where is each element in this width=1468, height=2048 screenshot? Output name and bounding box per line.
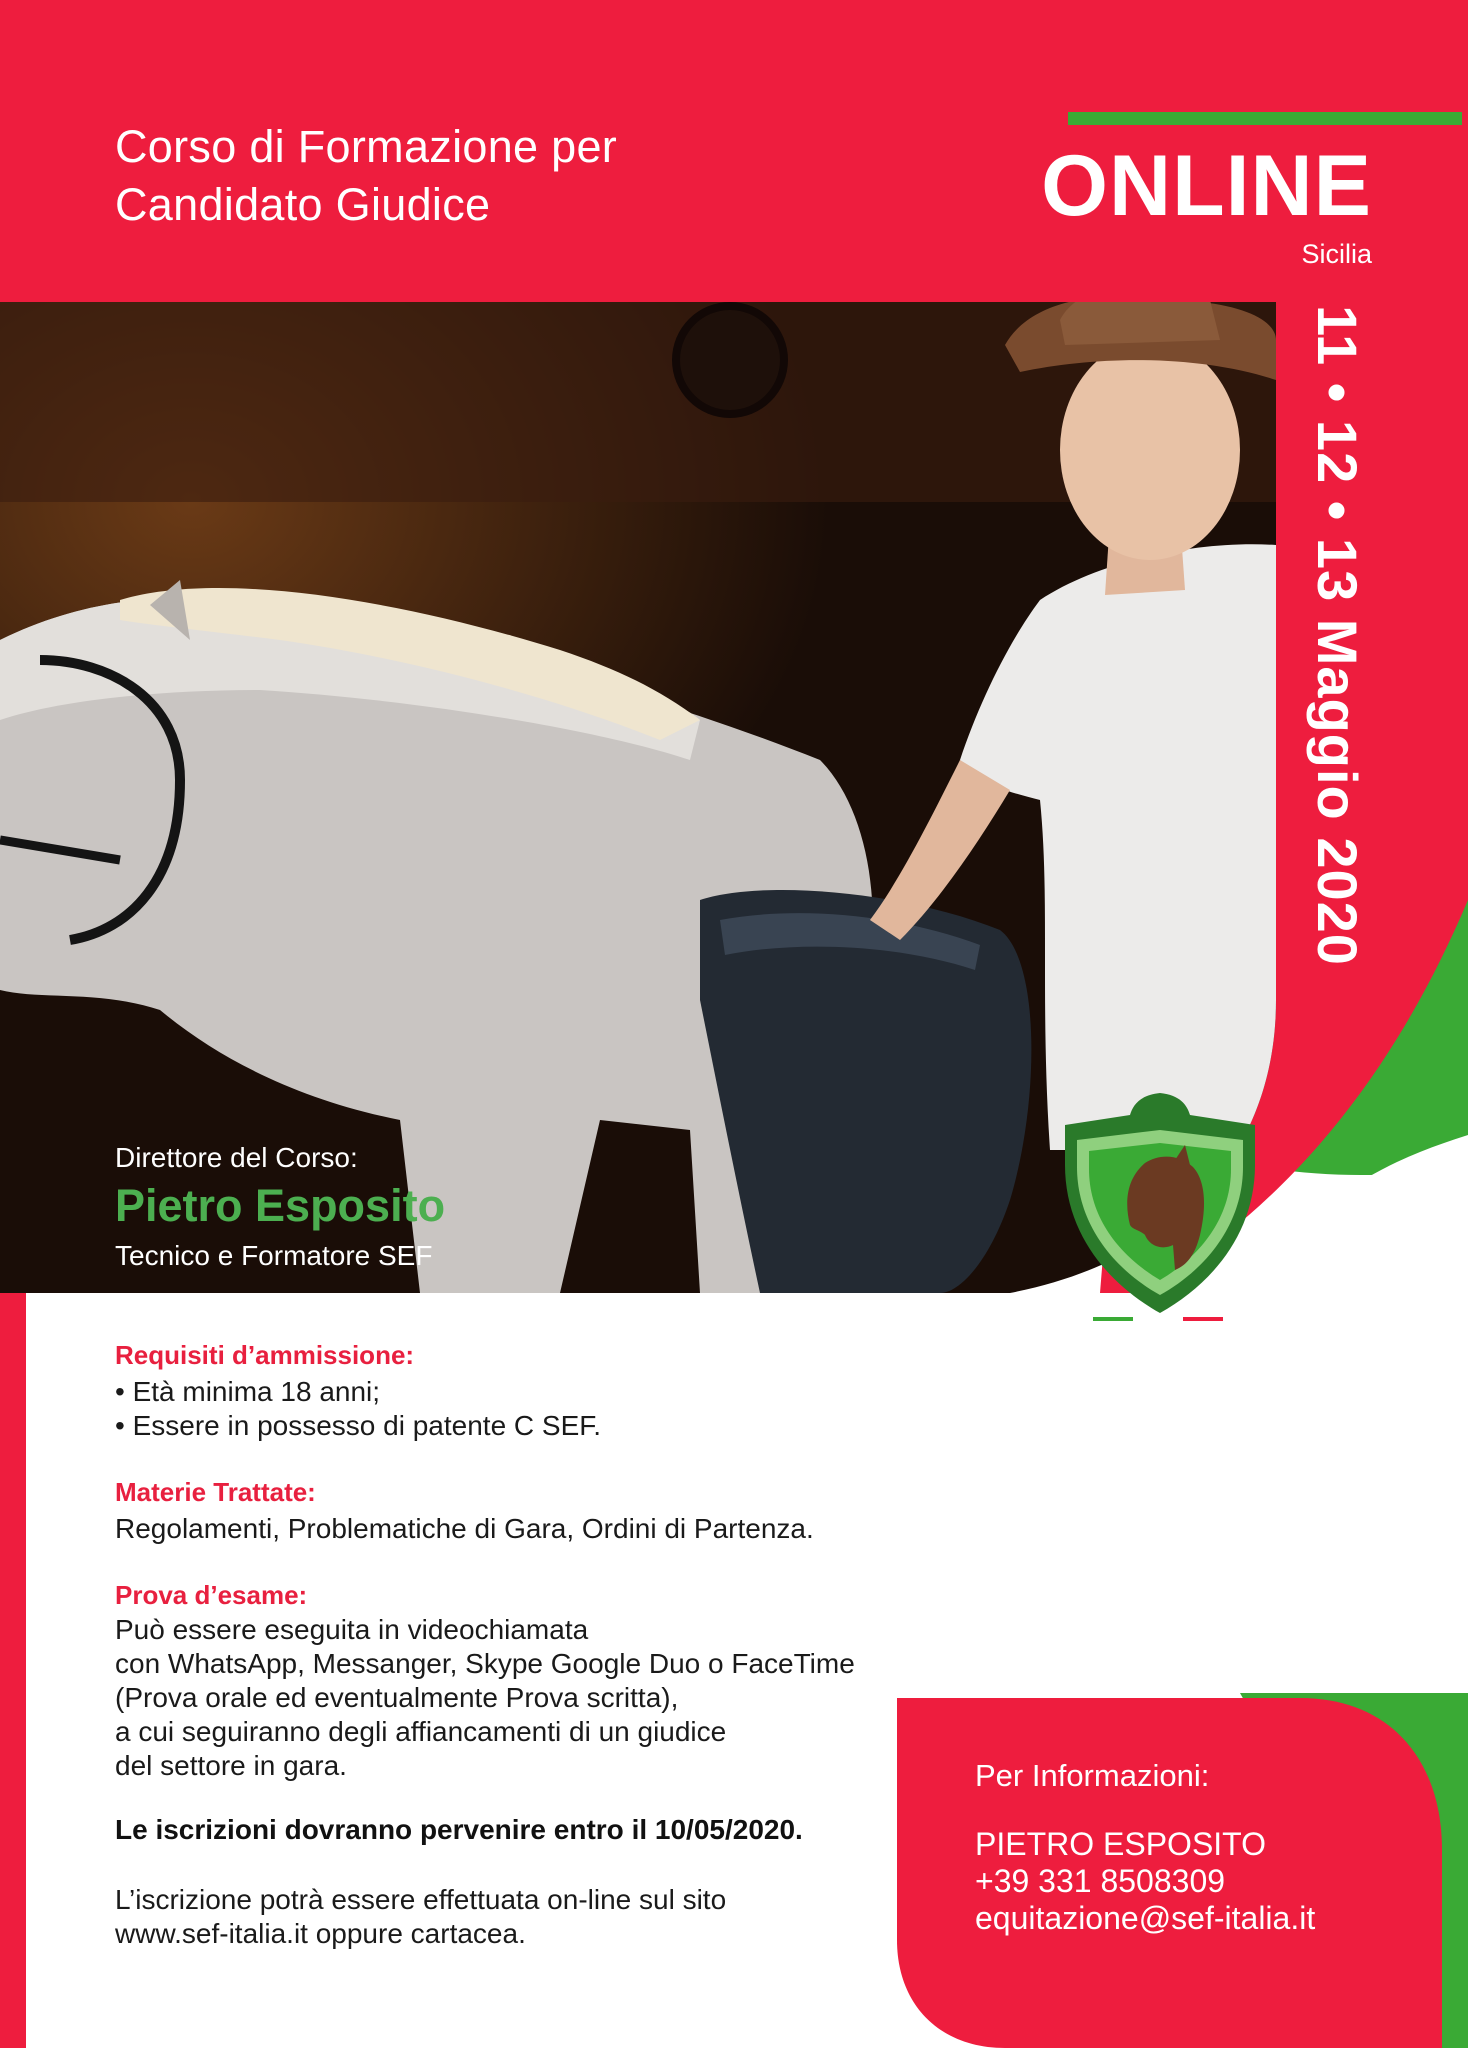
requirements-item: • Età minima 18 anni; bbox=[115, 1376, 381, 1407]
exam-line: (Prova orale ed eventualmente Prova scritta), bbox=[115, 1682, 679, 1713]
contact-phone[interactable]: +39 331 8508309 bbox=[975, 1863, 1226, 1899]
exam-title: Prova d’esame: bbox=[115, 1580, 308, 1610]
left-red-strip bbox=[0, 1293, 26, 2048]
exam-line: Può essere eseguita in videochiamata bbox=[115, 1614, 589, 1645]
requirements-title: Requisiti d’ammissione: bbox=[115, 1340, 415, 1370]
course-title bbox=[115, 118, 617, 234]
course-title-line1: Corso di Formazione per bbox=[115, 121, 618, 172]
course-mode: ONLINE bbox=[1041, 138, 1372, 234]
contact-email[interactable]: equitazione@sef-italia.it bbox=[975, 1900, 1316, 1936]
topics-text: Regolamenti, Problematiche di Gara, Ordini di Partenza. bbox=[115, 1513, 814, 1544]
contact-label: Per Informazioni: bbox=[975, 1758, 1210, 1793]
registration-line: L’iscrizione potrà essere effettuata on-line sul sito bbox=[115, 1884, 727, 1915]
director-role: Tecnico e Formatore SEF bbox=[115, 1240, 433, 1271]
course-title-line2: Candidato Giudice bbox=[115, 179, 491, 230]
contact-name: PIETRO ESPOSITO bbox=[975, 1826, 1267, 1862]
course-dates: 11 • 12 • 13 Maggio 2020 bbox=[1306, 305, 1369, 966]
exam-line: con WhatsApp, Messanger, Skype Google Duo o FaceTime bbox=[115, 1648, 855, 1679]
horse-head-shield-icon bbox=[1055, 1085, 1265, 1325]
topics-section bbox=[115, 1477, 814, 1546]
requirements-item: • Essere in possesso di patente C SEF. bbox=[115, 1410, 602, 1441]
exam-section bbox=[115, 1580, 855, 1783]
registration-line: www.sef-italia.it oppure cartacea. bbox=[115, 1918, 526, 1949]
registration-section bbox=[115, 1883, 726, 1951]
exam-line: del settore in gara. bbox=[115, 1750, 347, 1781]
course-region: Sicilia bbox=[1301, 239, 1372, 269]
green-accent-bar bbox=[1068, 112, 1462, 125]
deadline-notice: Le iscrizioni dovranno pervenire entro il 10/05/2020. bbox=[115, 1814, 803, 1845]
topics-title: Materie Trattate: bbox=[115, 1477, 316, 1507]
requirements-section bbox=[115, 1340, 601, 1443]
director-label: Direttore del Corso: bbox=[115, 1142, 358, 1173]
contact-details bbox=[975, 1826, 1315, 1937]
director-name: Pietro Esposito bbox=[115, 1180, 446, 1231]
exam-line: a cui seguiranno degli affiancamenti di un giudice bbox=[115, 1716, 727, 1747]
